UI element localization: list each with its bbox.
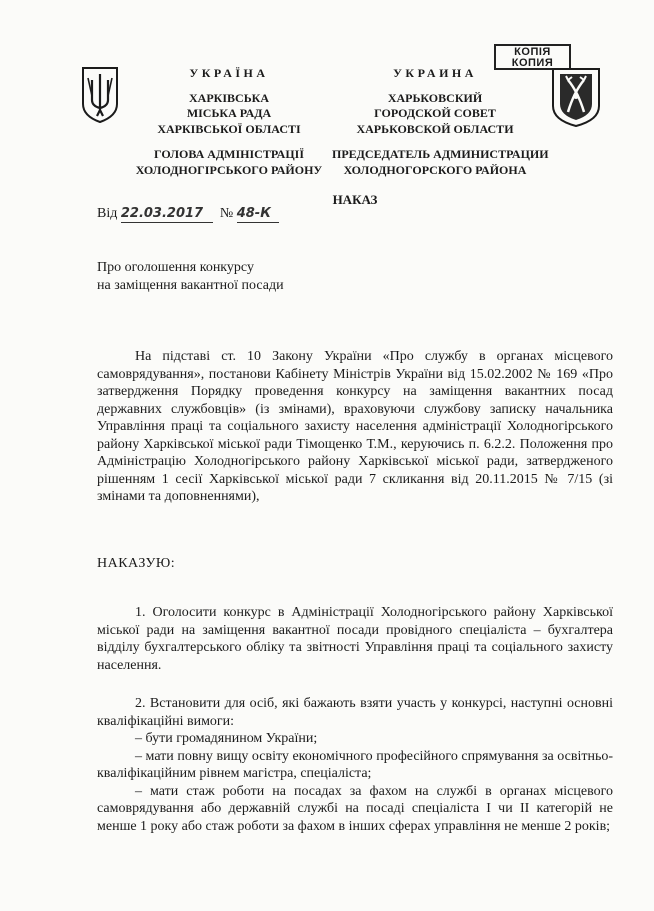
date-prefix: Від xyxy=(97,206,118,221)
position-ua: ГОЛОВА АДМІНІСТРАЦІЇ ХОЛОДНОГІРСЬКОГО РАЙОНУ xyxy=(135,147,323,177)
handwritten-number: 48-К xyxy=(237,206,279,223)
country-ua: УКРАЇНА xyxy=(189,66,269,80)
coat-of-arms-icon xyxy=(80,66,120,124)
item-1 xyxy=(97,604,613,674)
preamble-text: На підставі ст. 10 Закону України «Про службу в органах місцевого самоврядування», постанови Кабінету Міністрів України від 15.02.2002 № 169 «Про затвердження Порядку проведення конкурсу на заміщення вакантних посад державних службовців» (із змінами), враховуючи службову записку начальника Управління праці та соціального захисту населення адміністрації Холодногірського району Харківської міської ради Тімощенко Т.М., керуючись п. 6.2.2. Положення про Адміністрацію Холодногірського району Харківської міської ради, затвердженого рішенням 1 сесії Харківської міської ради 7 скликання від 20.11.2015 № 7/15 (зі змінами та доповненнями), xyxy=(97,349,613,504)
order-heading: НАКАЗУЮ: xyxy=(97,556,176,571)
item-1-text: 1. Оголосити конкурс в Адміністрації Холодногірського району Харківської міської ради на заміщення вакантної посади провідного спеціаліста – бухгалтера відділу бухгалтерського обліку та звітності Управління праці та соціального захисту населення. xyxy=(97,605,613,673)
number-prefix: № xyxy=(219,206,234,221)
country-ru: УКРАИНА xyxy=(393,66,477,80)
kharkiv-emblem-icon xyxy=(550,66,602,128)
requirement-1: – бути громадянином України; xyxy=(135,731,318,746)
subject-block: Про оголошення конкурсу на заміщення вакантної посади xyxy=(97,260,284,293)
document-title: НАКАЗ xyxy=(332,192,378,207)
requirement-3: – мати стаж роботи на посадах за фахом на службі в органах місцевого самоврядування або державній службі на посаді спеціаліста I чи II категорій не менше 1 року або стаж роботи за фахом в інших сферах управління не менше 2 років; xyxy=(97,783,613,834)
preamble xyxy=(97,348,613,506)
header-left xyxy=(132,66,326,188)
council-ru: ХАРЬКОВСКИЙ ГОРОДСКОЙ СОВЕТ ХАРЬКОВСКОЙ ОБЛАСТИ xyxy=(356,90,514,136)
item-2 xyxy=(97,695,613,835)
date-number-line xyxy=(97,206,279,223)
council-ua: ХАРКІВСЬКА МІСЬКА РАДА ХАРКІВСЬКОЇ ОБЛАСТІ xyxy=(157,90,301,136)
handwritten-date: 22.03.2017 xyxy=(121,206,213,223)
requirement-2: – мати повну вищу освіту економічного професійного спрямування за освітньо-кваліфікаційним рівнем магістра, спеціаліста; xyxy=(97,748,613,781)
copy-stamp: КОПІЯ КОПИЯ xyxy=(494,44,571,70)
item-2-intro: 2. Встановити для осіб, які бажають взяти участь у конкурсі, наступні основні кваліфікаційні вимоги: xyxy=(97,696,613,729)
position-ru: ПРЕДСЕДАТЕЛЬ АДМИНИСТРАЦИИ ХОЛОДНОГОРСКОГО РАЙОНА xyxy=(332,147,549,177)
header-right xyxy=(332,66,549,188)
